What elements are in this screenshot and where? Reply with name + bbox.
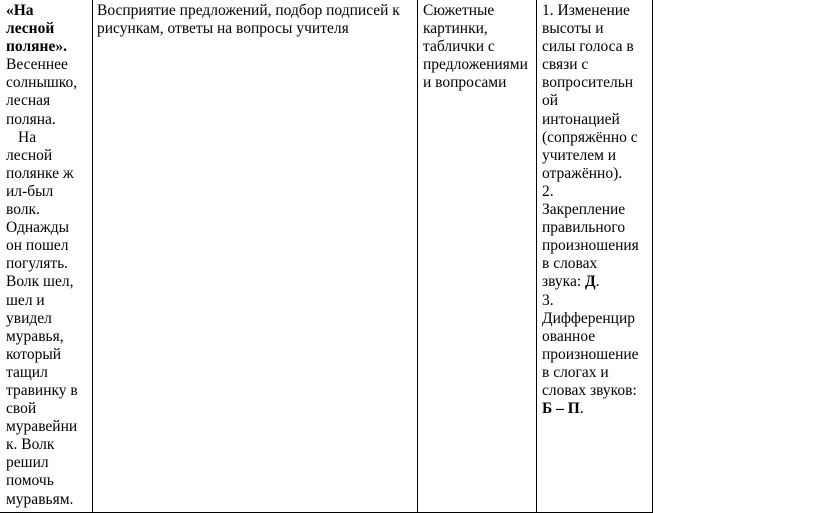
materials-line: и вопросами [423, 74, 507, 92]
story-text-line: лесной [6, 146, 53, 164]
goal-line: 2. [542, 182, 554, 200]
goal-line: связи с [542, 56, 589, 74]
sounds-bp: Б – П [542, 400, 580, 418]
story-intro-line: солнышко, [6, 74, 78, 92]
story-text-line: муравья, [6, 327, 64, 345]
goal-line: силы голоса в [542, 38, 634, 56]
story-text-line: Однажды [6, 219, 70, 237]
story-intro-line: Весеннее [6, 56, 68, 74]
sounds-bp-suffix: . [579, 400, 584, 418]
cell-goals [537, 0, 653, 513]
story-text-line: волк. [6, 201, 40, 219]
story-title-line: «На [6, 2, 34, 19]
sound-d-suffix: . [595, 273, 600, 291]
goal-sound-d-line [542, 273, 650, 291]
story-text-line: он пошел [6, 237, 69, 255]
goal-line: интонацией [542, 110, 620, 128]
story-text-line: Волк шел, [6, 273, 74, 291]
story-text-line: погулять. [6, 255, 69, 273]
goal-line: 1. Изменение [542, 2, 630, 19]
goal-line: вопросительн [542, 74, 634, 92]
goal-line: Дифференцир [542, 309, 636, 327]
activity-line: рисункам, ответы на вопросы учителя [97, 20, 349, 38]
materials-line: Сюжетные [423, 2, 495, 19]
story-text-line: увидел [6, 309, 52, 327]
story-title-line: лесной [6, 20, 55, 38]
story-intro-line: поляна. [6, 110, 56, 128]
sound-d-prefix: звука: [542, 273, 586, 291]
goal-line: высоты и [542, 20, 604, 38]
story-text-line: травинку в [6, 381, 78, 399]
goal-line: произношение [542, 345, 639, 363]
story-text-line: решил [6, 454, 49, 472]
story-text-line: шел и [6, 291, 45, 309]
story-text-line: который [6, 345, 62, 363]
cell-activity [93, 0, 418, 513]
story-title-line: поляне». [6, 38, 67, 56]
story-intro-line: лесная [6, 92, 51, 110]
story-text-line: муравьям. [6, 490, 74, 508]
goal-sounds-bp-line [542, 400, 650, 418]
goal-line: в словах [542, 255, 598, 273]
goal-line: отражённо). [542, 164, 623, 182]
materials-line: таблички с [423, 38, 495, 56]
story-text-line: ил-был [6, 182, 54, 200]
cell-materials [418, 0, 537, 513]
materials-line: картинки, [423, 20, 488, 38]
goal-line: ованное [542, 327, 596, 345]
goal-line: в слогах и [542, 363, 609, 381]
goal-line: 3. [542, 291, 554, 309]
goal-line: словах звуков: [542, 381, 637, 399]
goal-line: Закрепление [542, 201, 626, 219]
story-text-line: свой [6, 400, 37, 418]
sound-d: Д [585, 273, 596, 291]
cell-story [0, 0, 93, 513]
story-text-line: к. Волк [6, 436, 55, 454]
goal-line: (сопряжённо с [542, 128, 638, 146]
activity-line: Восприятие предложений, подбор подписей к [97, 2, 400, 19]
goal-line: ой [542, 92, 559, 110]
story-text-line: муравейни [6, 418, 78, 436]
story-text-line: полянке ж [6, 164, 74, 182]
story-text-line: помочь [6, 472, 54, 490]
story-text-line: На [18, 128, 37, 146]
materials-line: предложениями [423, 56, 528, 74]
goal-line: произношения [542, 237, 639, 255]
goal-line: правильного [542, 219, 626, 237]
story-text-line: тащил [6, 363, 48, 381]
goal-line: учителем и [542, 146, 617, 164]
